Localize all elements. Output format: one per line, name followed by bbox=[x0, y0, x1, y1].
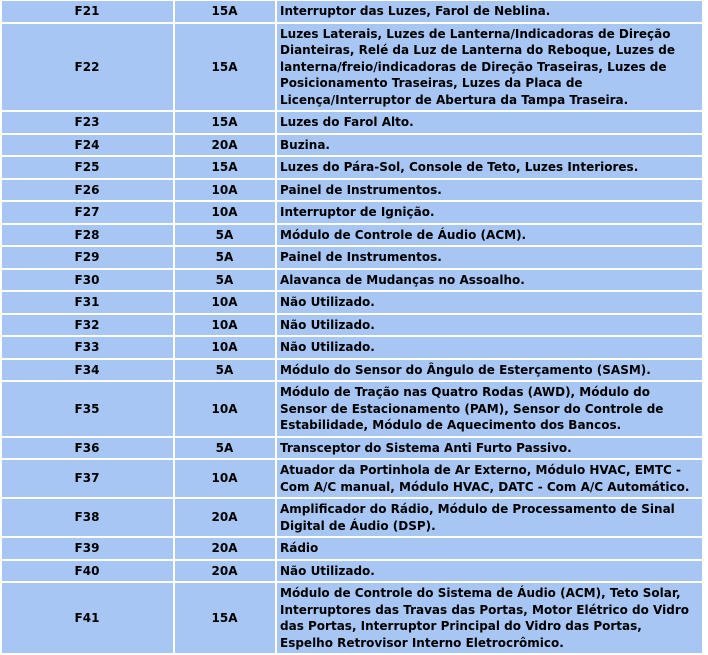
fuse-id-cell: F26 bbox=[2, 180, 173, 201]
table-row bbox=[2, 561, 702, 582]
circuit-description-cell: Módulo de Controle do Sistema de Áudio (ACM), Teto Solar, Interruptores das Travas das Portas, Motor Elétrico do Vidro das Portas, Interruptor Principal do Vidro das Portas, Espelho Retrovisor Interno Eletrocrômico. bbox=[277, 583, 702, 653]
circuit-description-cell: Alavanca de Mudanças no Assoalho. bbox=[277, 270, 702, 291]
fuse-id-cell: F25 bbox=[2, 157, 173, 178]
fuse-id-cell: F37 bbox=[2, 460, 173, 497]
circuit-description-cell: Não Utilizado. bbox=[277, 337, 702, 358]
fuse-id-cell: F22 bbox=[2, 24, 173, 111]
circuit-description-cell: Rádio bbox=[277, 538, 702, 559]
circuit-description-cell: Luzes do Pára-Sol, Console de Teto, Luzes Interiores. bbox=[277, 157, 702, 178]
table-row bbox=[2, 1, 702, 22]
table-row bbox=[2, 438, 702, 459]
fuse-id-cell: F32 bbox=[2, 315, 173, 336]
table-row bbox=[2, 225, 702, 246]
fuse-id-cell: F31 bbox=[2, 292, 173, 313]
fuse-id-cell: F27 bbox=[2, 202, 173, 223]
circuit-description-cell: Não Utilizado. bbox=[277, 292, 702, 313]
table-row bbox=[2, 460, 702, 497]
amperage-cell: 20A bbox=[175, 538, 275, 559]
fuse-id-cell: F21 bbox=[2, 1, 173, 22]
circuit-description-cell: Interruptor de Ignição. bbox=[277, 202, 702, 223]
amperage-cell: 15A bbox=[175, 112, 275, 133]
amperage-cell: 15A bbox=[175, 1, 275, 22]
fuse-id-cell: F39 bbox=[2, 538, 173, 559]
fuse-id-cell: F29 bbox=[2, 247, 173, 268]
circuit-description-cell: Atuador da Portinhola de Ar Externo, Módulo HVAC, EMTC - Com A/C manual, Módulo HVAC, DATC - Com A/C Automático. bbox=[277, 460, 702, 497]
table-row bbox=[2, 247, 702, 268]
fuse-id-cell: F36 bbox=[2, 438, 173, 459]
fuse-id-cell: F40 bbox=[2, 561, 173, 582]
amperage-cell: 10A bbox=[175, 382, 275, 436]
circuit-description-cell: Módulo do Sensor do Ângulo de Esterçamento (SASM). bbox=[277, 360, 702, 381]
amperage-cell: 10A bbox=[175, 292, 275, 313]
circuit-description-cell: Painel de Instrumentos. bbox=[277, 180, 702, 201]
fuse-id-cell: F24 bbox=[2, 135, 173, 156]
circuit-description-cell: Não Utilizado. bbox=[277, 561, 702, 582]
table-row bbox=[2, 112, 702, 133]
amperage-cell: 10A bbox=[175, 315, 275, 336]
fuse-id-cell: F38 bbox=[2, 499, 173, 536]
table-row bbox=[2, 180, 702, 201]
circuit-description-cell: Transceptor do Sistema Anti Furto Passivo. bbox=[277, 438, 702, 459]
circuit-description-cell: Luzes do Farol Alto. bbox=[277, 112, 702, 133]
table-row bbox=[2, 24, 702, 111]
amperage-cell: 10A bbox=[175, 460, 275, 497]
table-row bbox=[2, 499, 702, 536]
table-row bbox=[2, 538, 702, 559]
table-row bbox=[2, 135, 702, 156]
amperage-cell: 5A bbox=[175, 247, 275, 268]
fuse-id-cell: F33 bbox=[2, 337, 173, 358]
amperage-cell: 10A bbox=[175, 180, 275, 201]
table-row bbox=[2, 337, 702, 358]
amperage-cell: 10A bbox=[175, 202, 275, 223]
amperage-cell: 5A bbox=[175, 225, 275, 246]
circuit-description-cell: Interruptor das Luzes, Farol de Neblina. bbox=[277, 1, 702, 22]
table-row bbox=[2, 315, 702, 336]
circuit-description-cell: Painel de Instrumentos. bbox=[277, 247, 702, 268]
amperage-cell: 15A bbox=[175, 157, 275, 178]
fuse-id-cell: F28 bbox=[2, 225, 173, 246]
circuit-description-cell: Módulo de Controle de Áudio (ACM). bbox=[277, 225, 702, 246]
circuit-description-cell: Buzina. bbox=[277, 135, 702, 156]
table-row bbox=[2, 157, 702, 178]
fuse-id-cell: F41 bbox=[2, 583, 173, 653]
circuit-description-cell: Amplificador do Rádio, Módulo de Processamento de Sinal Digital de Áudio (DSP). bbox=[277, 499, 702, 536]
fuse-id-cell: F34 bbox=[2, 360, 173, 381]
fuse-id-cell: F35 bbox=[2, 382, 173, 436]
amperage-cell: 15A bbox=[175, 583, 275, 653]
circuit-description-cell: Não Utilizado. bbox=[277, 315, 702, 336]
circuit-description-cell: Módulo de Tração nas Quatro Rodas (AWD), Módulo do Sensor de Estacionamento (PAM), Sensor do Controle de Estabilidade, Módulo de Aquecimento dos Bancos. bbox=[277, 382, 702, 436]
amperage-cell: 5A bbox=[175, 438, 275, 459]
circuit-description-cell: Luzes Laterais, Luzes de Lanterna/Indicadoras de Direção Dianteiras, Relé da Luz de Lanterna do Reboque, Luzes de lanterna/freio/indicadoras de Direção Traseiras, Luzes de Posicionamento Traseiras, Luzes da Placa de Licença/Interruptor de Abertura da Tampa Traseira. bbox=[277, 24, 702, 111]
amperage-cell: 20A bbox=[175, 135, 275, 156]
amperage-cell: 15A bbox=[175, 24, 275, 111]
amperage-cell: 10A bbox=[175, 337, 275, 358]
amperage-cell: 20A bbox=[175, 499, 275, 536]
amperage-cell: 20A bbox=[175, 561, 275, 582]
amperage-cell: 5A bbox=[175, 270, 275, 291]
table-row bbox=[2, 382, 702, 436]
fuse-table-body bbox=[2, 1, 702, 653]
fuse-id-cell: F30 bbox=[2, 270, 173, 291]
table-row bbox=[2, 270, 702, 291]
table-row bbox=[2, 292, 702, 313]
table-row bbox=[2, 202, 702, 223]
fuse-id-cell: F23 bbox=[2, 112, 173, 133]
table-row bbox=[2, 583, 702, 653]
table-row bbox=[2, 360, 702, 381]
amperage-cell: 5A bbox=[175, 360, 275, 381]
